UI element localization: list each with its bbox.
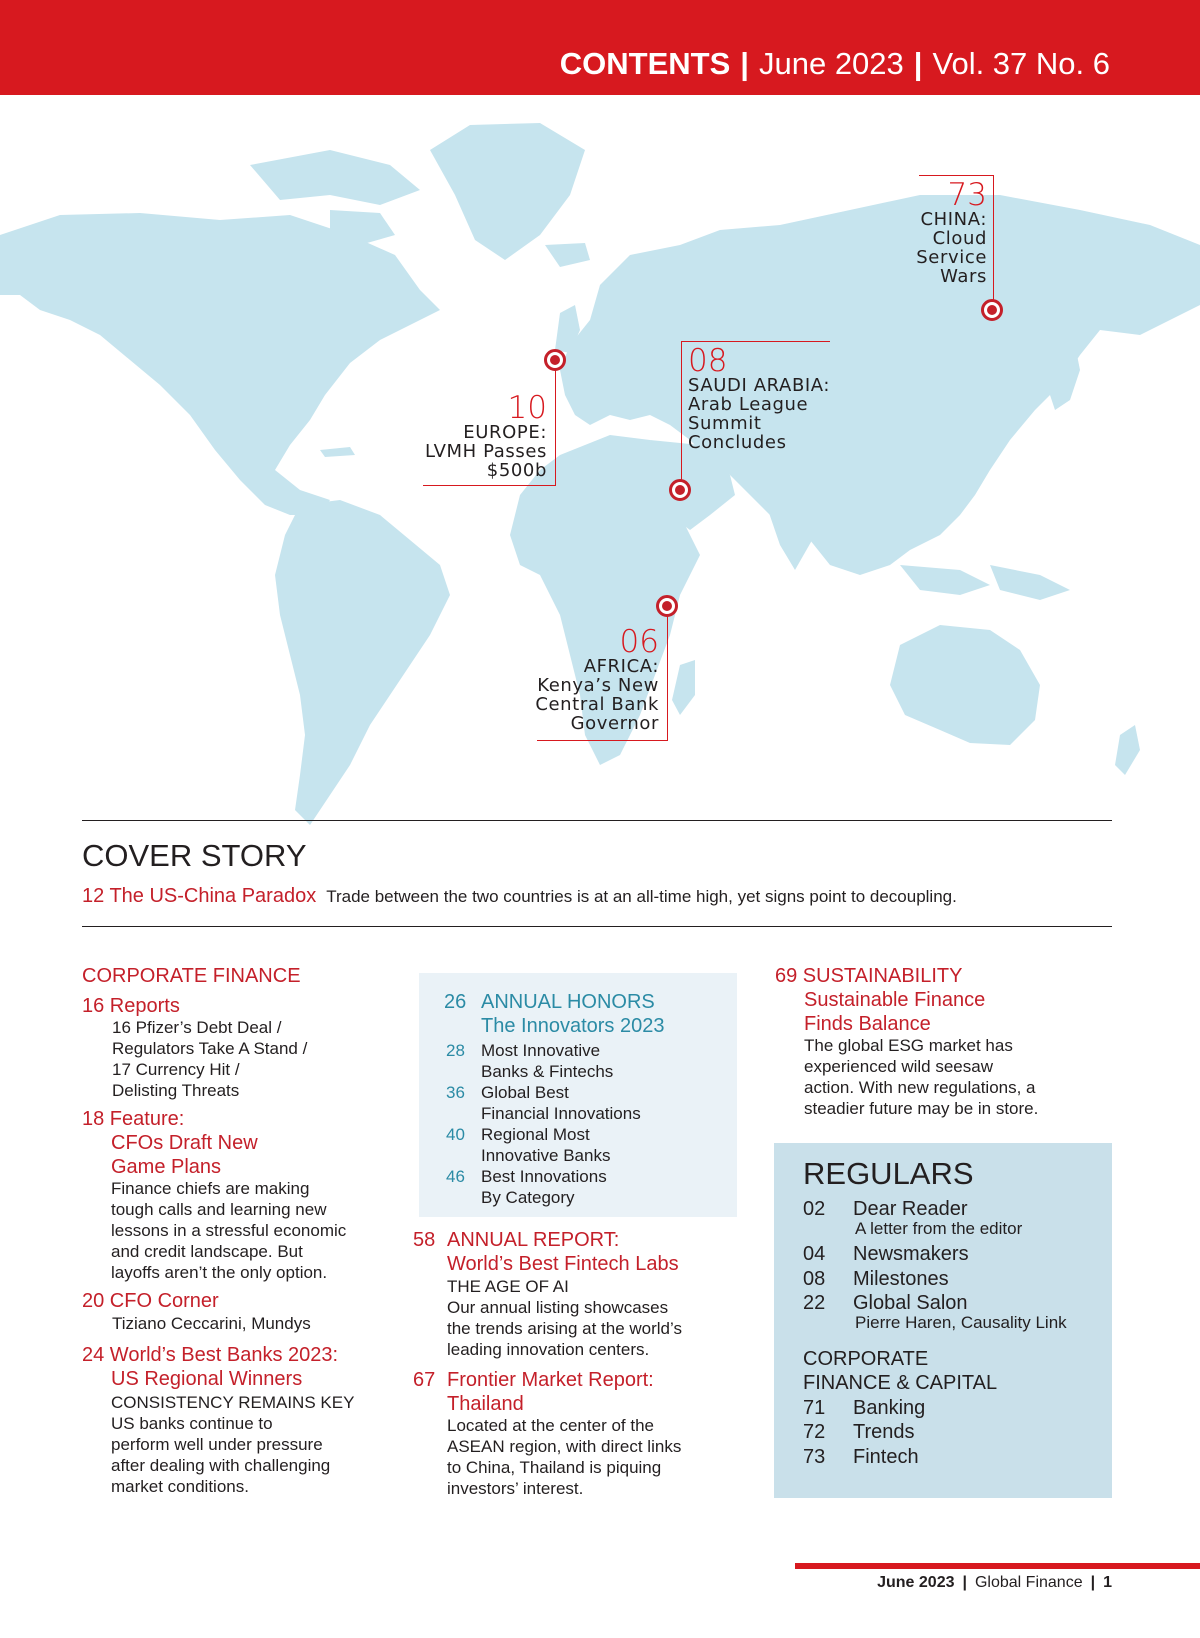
toc-entry-cfo-corner[interactable]: 20 CFO Corner (82, 1290, 219, 1312)
regulars-item-number: 02 (803, 1198, 826, 1220)
innovators-item-number: 40 (446, 1125, 465, 1144)
location-pin-icon (669, 479, 691, 501)
regulars-subheading: CORPORATE FINANCE & CAPITAL (803, 1348, 998, 1394)
best-banks-desc: CONSISTENCY REMAINS KEY US banks continue to perform well under pressure after dealing with challenging market conditions. (111, 1393, 355, 1496)
toc-entry-sustainability[interactable]: 69 SUSTAINABILITY Sustainable Finance Finds Balance (775, 965, 986, 1035)
header-bar (0, 0, 1200, 95)
toc-entry-thailand[interactable]: Frontier Market Report: Thailand (447, 1369, 654, 1415)
contents-label: CONTENTS (559, 46, 731, 81)
regulars-item-number: 22 (803, 1292, 826, 1314)
regulars-item-banking[interactable]: Banking (853, 1397, 926, 1419)
toc-entry-reports[interactable]: 16 Reports (82, 995, 180, 1017)
saudi-page-number: 08 (688, 343, 728, 379)
issue-date: June 2023 (758, 46, 904, 81)
regulars-item-dear-reader[interactable]: Dear Reader (853, 1198, 968, 1220)
cover-story-entry[interactable] (82, 885, 957, 908)
regulars-item-number: 71 (803, 1397, 826, 1419)
toc-entry-fintech-labs[interactable]: ANNUAL REPORT: World’s Best Fintech Labs (447, 1229, 679, 1275)
regulars-item-number: 73 (803, 1446, 826, 1468)
divider (82, 926, 1112, 927)
regulars-item-number: 72 (803, 1421, 826, 1443)
location-pin-icon (544, 349, 566, 371)
africa-label: AFRICA: Kenya’s New Central Bank Governor (535, 656, 659, 734)
section-heading-corporate-finance: CORPORATE FINANCE (82, 965, 301, 987)
thailand-desc: Located at the center of the ASEAN region, with direct links to China, Thailand is piquing investors’ interest. (447, 1416, 682, 1498)
europe-leader-line (555, 360, 556, 486)
cfo-corner-desc: Tiziano Ceccarini, Mundys (112, 1314, 311, 1333)
toc-entry-innovators[interactable]: ANNUAL HONORS The Innovators 2023 (481, 991, 665, 1037)
china-page-number: 73 (947, 177, 987, 213)
regulars-item-sub: Pierre Haren, Causality Link (855, 1313, 1067, 1332)
europe-leader-line (423, 485, 556, 486)
innovators-item-number: 46 (446, 1167, 465, 1186)
report58-number: 58 (413, 1229, 436, 1251)
china-leader-line (919, 175, 994, 176)
europe-label: EUROPE: LVMH Passes $500b (424, 422, 547, 481)
footer-publication: Global Finance (974, 1574, 1083, 1591)
page-number: 1 (1103, 1574, 1112, 1591)
regulars-item-fintech[interactable]: Fintech (853, 1446, 919, 1468)
report67-number: 67 (413, 1369, 436, 1391)
regulars-item-milestones[interactable]: Milestones (853, 1268, 949, 1290)
reports-desc: 16 Pfizer’s Debt Deal / Regulators Take A Stand / 17 Currency Hit / Delisting Threats (112, 1018, 308, 1100)
feature-desc: Finance chiefs are making tough calls and learning new lessons in a stressful economic and credit landscape. But layoffs aren’t the only option. (111, 1179, 347, 1282)
innovators-item[interactable]: Most Innovative Banks & Fintechs (481, 1041, 614, 1081)
cover-story-desc: Trade between the two countries is at an all-time high, yet signs point to decoupling. (326, 887, 957, 906)
innovators-item[interactable]: Best Innovations By Category (481, 1167, 607, 1207)
regulars-item-trends[interactable]: Trends (853, 1421, 915, 1443)
china-leader-line (993, 175, 994, 311)
saudi-leader-line (681, 341, 682, 491)
africa-page-number: 06 (619, 624, 659, 660)
regulars-item-newsmakers[interactable]: Newsmakers (853, 1243, 969, 1265)
saudi-leader-line (681, 341, 830, 342)
regulars-item-sub: A letter from the editor (855, 1219, 1023, 1238)
innovators-item-number: 36 (446, 1083, 465, 1102)
location-pin-icon (656, 595, 678, 617)
cover-story-title[interactable]: 12 The US-China Paradox (82, 885, 317, 907)
sustainability-desc: The global ESG market has experienced wild seesaw action. With new regulations, a steadier future may be in store. (804, 1036, 1039, 1118)
regulars-heading: REGULARS (803, 1156, 974, 1191)
footer-bar (795, 1563, 1200, 1569)
regulars-item-number: 08 (803, 1268, 826, 1290)
africa-leader-line (667, 605, 668, 741)
africa-leader-line (537, 740, 668, 741)
innovators-item[interactable]: Global Best Financial Innovations (481, 1083, 641, 1123)
cover-story-heading: COVER STORY (82, 838, 307, 873)
footer: June 2023 | Global Finance | 1 (877, 1574, 1112, 1591)
location-pin-icon (981, 299, 1003, 321)
innovators-item[interactable]: Regional Most Innovative Banks (481, 1125, 611, 1165)
regulars-item-global-salon[interactable]: Global Salon (853, 1292, 968, 1314)
innovators-number: 26 (444, 991, 467, 1013)
europe-page-number: 10 (507, 390, 547, 426)
footer-date: June 2023 (877, 1574, 955, 1591)
issue-volume: Vol. 37 No. 6 (932, 46, 1110, 81)
saudi-label: SAUDI ARABIA: Arab League Summit Concludes (688, 375, 831, 453)
china-label: CHINA: Cloud Service Wars (916, 209, 987, 287)
regulars-item-number: 04 (803, 1243, 826, 1265)
masthead: CONTENTS | June 2023 | Vol. 37 No. 6 (559, 46, 1110, 81)
fintech-labs-desc: THE AGE OF AI Our annual listing showcases the trends arising at the world’s leading innovation centers. (447, 1277, 682, 1359)
toc-entry-feature[interactable]: 18 Feature: CFOs Draft New Game Plans (82, 1108, 258, 1178)
toc-entry-best-banks[interactable]: 24 World’s Best Banks 2023: US Regional Winners (82, 1344, 339, 1390)
innovators-item-number: 28 (446, 1041, 465, 1060)
divider (82, 820, 1112, 821)
